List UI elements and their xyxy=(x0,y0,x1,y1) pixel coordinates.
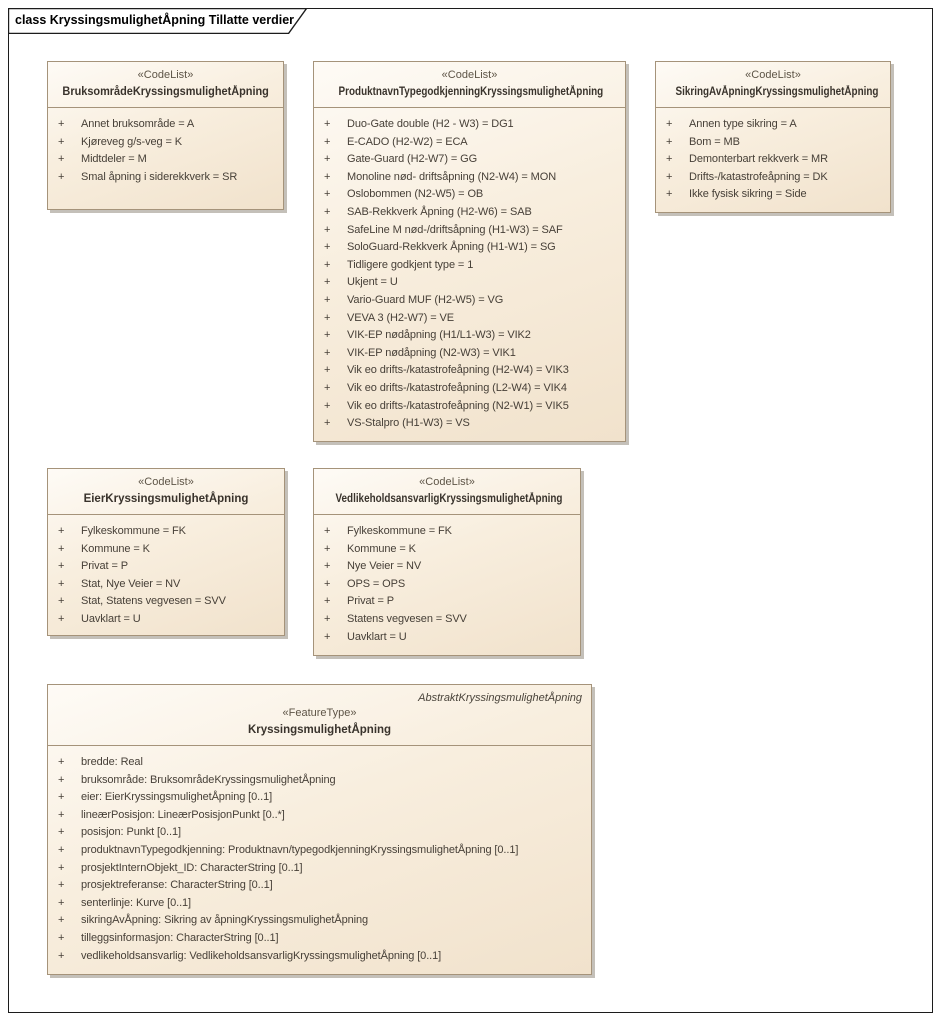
attribute-row xyxy=(58,151,280,169)
visibility-marker: + xyxy=(666,170,673,183)
attribute-list xyxy=(656,108,890,204)
codelist-box-bruksomrade[interactable] xyxy=(47,61,284,210)
attribute-row xyxy=(666,169,887,187)
attribute-row xyxy=(324,611,577,629)
attribute-row xyxy=(324,362,622,380)
visibility-marker: + xyxy=(324,223,331,236)
attribute-text: Monoline nød- driftsåpning (N2-W4) = MON xyxy=(347,170,557,183)
visibility-marker: + xyxy=(666,188,673,201)
visibility-marker: + xyxy=(324,276,331,289)
visibility-marker: + xyxy=(324,135,331,148)
attribute-text: posisjon: Punkt [0..1] xyxy=(81,826,181,839)
visibility-marker: + xyxy=(324,577,331,590)
visibility-marker: + xyxy=(58,931,65,944)
attribute-row xyxy=(58,593,281,611)
attribute-row xyxy=(324,169,622,187)
attribute-text: Midtdeler = M xyxy=(81,153,147,166)
visibility-marker: + xyxy=(324,258,331,271)
visibility-marker: + xyxy=(324,170,331,183)
attribute-row xyxy=(58,576,281,594)
stereotype-label: «CodeList» xyxy=(745,69,801,81)
visibility-marker: + xyxy=(58,808,65,821)
attribute-list xyxy=(48,746,591,965)
box-header xyxy=(314,469,580,515)
attribute-text: Oslobommen (N2-W5) = OB xyxy=(347,188,484,201)
attribute-row xyxy=(324,239,622,257)
visibility-marker: + xyxy=(324,630,331,643)
attribute-text: sikringAvÅpning: Sikring av åpningKryssingsmulighetÅpning xyxy=(81,914,368,927)
attribute-row xyxy=(666,116,887,134)
stereotype-label: «CodeList» xyxy=(441,69,498,81)
diagram-title: class KryssingsmulighetÅpning Tillatte verdier xyxy=(15,13,295,27)
box-name: BruksområdeKryssingsmulighetÅpning xyxy=(62,86,269,98)
attribute-text: Uavklart = U xyxy=(347,630,407,643)
attribute-text: Smal åpning i siderekkverk = SR xyxy=(81,170,238,183)
attribute-text: tilleggsinformasjon: CharacterString [0..1] xyxy=(81,931,279,944)
attribute-row xyxy=(58,912,588,930)
attribute-row xyxy=(58,611,281,629)
visibility-marker: + xyxy=(58,118,65,130)
attribute-row xyxy=(58,772,588,790)
attribute-text: Fylkeskommune = FK xyxy=(347,525,452,537)
stereotype-label: «CodeList» xyxy=(137,69,194,81)
codelist-box-produktnavn-typegodkjenning[interactable] xyxy=(313,61,626,442)
attribute-row xyxy=(58,541,281,559)
attribute-row xyxy=(324,523,577,541)
visibility-marker: + xyxy=(324,293,331,306)
attribute-row xyxy=(324,629,577,647)
visibility-marker: + xyxy=(58,612,65,625)
visibility-marker: + xyxy=(58,153,65,166)
attribute-row xyxy=(58,860,588,878)
attribute-text: SafeLine M nød-/driftsåpning (H1-W3) = SAF xyxy=(347,223,563,236)
attribute-text: Uavklart = U xyxy=(81,612,141,625)
visibility-marker: + xyxy=(58,826,65,839)
box-name: ProduktnavnTypegodkjenningKryssingsmulighetÅpning xyxy=(338,86,604,98)
attribute-text: Vik eo drifts-/katastrofeåpning (N2-W1) = VIK5 xyxy=(347,399,569,412)
attribute-text: Drifts-/katastrofeåpning = DK xyxy=(689,170,828,183)
attribute-text: prosjektreferanse: CharacterString [0..1] xyxy=(81,879,273,892)
attribute-row xyxy=(666,151,887,169)
visibility-marker: + xyxy=(324,153,331,166)
attribute-row xyxy=(324,151,622,169)
attribute-row xyxy=(58,754,588,772)
attribute-row xyxy=(324,186,622,204)
attribute-row xyxy=(324,576,577,594)
attribute-text: SoloGuard-Rekkverk Åpning (H1-W1) = SG xyxy=(347,241,556,254)
attribute-text: Ukjent = U xyxy=(347,276,398,289)
attribute-row xyxy=(324,541,577,559)
box-name: EierKryssingsmulighetÅpning xyxy=(83,493,249,505)
attribute-text: Gate-Guard (H2-W7) = GG xyxy=(347,153,478,166)
attribute-text: Ikke fysisk sikring = Side xyxy=(689,188,807,201)
visibility-marker: + xyxy=(666,135,673,148)
visibility-marker: + xyxy=(58,595,65,608)
attribute-text: Kjøreveg g/s-veg = K xyxy=(81,135,183,148)
attribute-row xyxy=(324,257,622,275)
box-name: VedlikeholdsansvarligKryssingsmulighetÅpning xyxy=(335,493,563,505)
visibility-marker: + xyxy=(58,896,65,909)
attribute-text: VS-Stalpro (H1-W3) = VS xyxy=(347,417,470,430)
attribute-row xyxy=(324,398,622,416)
attribute-list xyxy=(48,108,283,186)
visibility-marker: + xyxy=(324,311,331,324)
visibility-marker: + xyxy=(324,612,331,625)
visibility-marker: + xyxy=(58,843,65,856)
attribute-text: produktnavnTypegodkjenning: Produktnavn/typegodkjenningKryssingsmulighetÅpning [0..1] xyxy=(81,843,519,856)
attribute-row xyxy=(58,116,280,134)
attribute-text: vedlikeholdsansvarlig: VedlikeholdsansvarligKryssingsmulighetÅpning [0..1] xyxy=(81,949,442,962)
attribute-row xyxy=(58,789,588,807)
attribute-text: VEVA 3 (H2-W7) = VE xyxy=(347,311,455,324)
visibility-marker: + xyxy=(324,417,331,430)
attribute-text: Vario-Guard MUF (H2-W5) = VG xyxy=(347,293,504,306)
attribute-text: Stat, Statens vegvesen = SVV xyxy=(81,595,226,608)
attribute-row xyxy=(58,877,588,895)
visibility-marker: + xyxy=(58,791,65,804)
attribute-row xyxy=(324,593,577,611)
attribute-text: prosjektInternObjekt_ID: CharacterString [0..1] xyxy=(81,861,303,874)
attribute-text: Privat = P xyxy=(81,560,128,573)
attribute-row xyxy=(324,327,622,345)
attribute-row xyxy=(58,523,281,541)
visibility-marker: + xyxy=(324,118,331,130)
visibility-marker: + xyxy=(324,188,331,201)
visibility-marker: + xyxy=(58,525,65,537)
visibility-marker: + xyxy=(58,773,65,786)
visibility-marker: + xyxy=(58,577,65,590)
box-name: KryssingsmulighetÅpning xyxy=(247,724,392,736)
attribute-row xyxy=(58,948,588,966)
attribute-row xyxy=(324,292,622,310)
attribute-row xyxy=(324,204,622,222)
visibility-marker: + xyxy=(666,118,673,130)
visibility-marker: + xyxy=(324,381,331,394)
visibility-marker: + xyxy=(324,241,331,254)
attribute-row xyxy=(58,930,588,948)
attribute-list xyxy=(48,515,284,629)
visibility-marker: + xyxy=(58,542,65,555)
attribute-row xyxy=(324,345,622,363)
visibility-marker: + xyxy=(58,560,65,573)
attribute-text: Fylkeskommune = FK xyxy=(81,525,186,537)
attribute-row xyxy=(324,222,622,240)
attribute-text: Privat = P xyxy=(347,595,394,608)
attribute-row xyxy=(58,842,588,860)
visibility-marker: + xyxy=(324,560,331,573)
attribute-text: E-CADO (H2-W2) = ECA xyxy=(347,135,468,148)
attribute-text: Statens vegvesen = SVV xyxy=(347,612,467,625)
attribute-text: lineærPosisjon: LineærPosisjonPunkt [0..*] xyxy=(81,808,285,821)
stereotype-label: «CodeList» xyxy=(138,476,194,488)
attribute-row xyxy=(324,310,622,328)
attribute-text: eier: EierKryssingsmulighetÅpning [0..1] xyxy=(81,791,273,804)
visibility-marker: + xyxy=(324,399,331,412)
codelist-box-vedlikeholdsansvarlig[interactable] xyxy=(313,468,581,656)
attribute-text: SAB-Rekkverk Åpning (H2-W6) = SAB xyxy=(347,205,532,218)
attribute-text: bredde: Real xyxy=(81,756,143,768)
diagram-title-tab xyxy=(8,8,308,34)
attribute-list xyxy=(314,515,580,646)
codelist-box-eier[interactable] xyxy=(47,468,285,636)
attribute-text: VIK-EP nødåpning (H1/L1-W3) = VIK2 xyxy=(347,329,531,342)
visibility-marker: + xyxy=(58,170,65,183)
attribute-row xyxy=(666,134,887,152)
attribute-text: Tidligere godkjent type = 1 xyxy=(347,258,474,271)
attribute-row xyxy=(58,824,588,842)
visibility-marker: + xyxy=(324,205,331,218)
attribute-row xyxy=(324,116,622,134)
visibility-marker: + xyxy=(58,135,65,148)
attribute-text: Annen type sikring = A xyxy=(689,118,797,130)
box-header xyxy=(314,62,625,108)
attribute-text: OPS = OPS xyxy=(347,577,406,590)
attribute-text: VIK-EP nødåpning (N2-W3) = VIK1 xyxy=(347,346,516,359)
visibility-marker: + xyxy=(324,595,331,608)
attribute-text: Kommune = K xyxy=(81,542,150,555)
attribute-text: Annet bruksområde = A xyxy=(81,118,195,130)
abstract-parent-label: AbstraktKryssingsmulighetÅpning xyxy=(418,692,582,704)
attribute-text: Vik eo drifts-/katastrofeåpning (L2-W4) = VIK4 xyxy=(347,381,567,394)
visibility-marker: + xyxy=(324,542,331,555)
attribute-row xyxy=(666,186,887,204)
attribute-text: senterlinje: Kurve [0..1] xyxy=(81,896,192,909)
box-header xyxy=(656,62,890,108)
attribute-row xyxy=(324,558,577,576)
attribute-text: Bom = MB xyxy=(689,135,740,148)
visibility-marker: + xyxy=(58,861,65,874)
visibility-marker: + xyxy=(324,329,331,342)
featuretype-box-kryssingsmulighetapning[interactable] xyxy=(47,684,592,975)
attribute-row xyxy=(324,415,622,433)
attribute-row xyxy=(58,807,588,825)
attribute-row xyxy=(58,895,588,913)
attribute-text: Duo-Gate double (H2 - W3) = DG1 xyxy=(347,118,514,130)
attribute-row xyxy=(58,558,281,576)
attribute-row xyxy=(324,380,622,398)
box-header xyxy=(48,469,284,515)
attribute-text: Nye Veier = NV xyxy=(347,560,422,573)
visibility-marker: + xyxy=(666,153,673,166)
attribute-text: Kommune = K xyxy=(347,542,416,555)
attribute-text: Stat, Nye Veier = NV xyxy=(81,577,181,590)
attribute-text: Demonterbart rekkverk = MR xyxy=(689,153,828,166)
visibility-marker: + xyxy=(58,949,65,962)
attribute-text: Vik eo drifts-/katastrofeåpning (H2-W4) = VIK3 xyxy=(347,364,569,377)
box-name: SikringAvÅpningKryssingsmulighetÅpning xyxy=(675,86,879,98)
codelist-box-sikring-av-apning[interactable] xyxy=(655,61,891,213)
attribute-list xyxy=(314,108,625,433)
visibility-marker: + xyxy=(58,914,65,927)
visibility-marker: + xyxy=(324,364,331,377)
box-header xyxy=(48,62,283,108)
attribute-row xyxy=(58,169,280,187)
attribute-text: bruksområde: BruksområdeKryssingsmulighetÅpning xyxy=(81,773,336,786)
visibility-marker: + xyxy=(324,346,331,359)
attribute-row xyxy=(324,134,622,152)
attribute-row xyxy=(58,134,280,152)
visibility-marker: + xyxy=(58,879,65,892)
visibility-marker: + xyxy=(324,525,331,537)
visibility-marker: + xyxy=(58,756,65,768)
stereotype-label: «CodeList» xyxy=(419,476,475,488)
stereotype-label: «FeatureType» xyxy=(282,707,357,719)
attribute-row xyxy=(324,274,622,292)
box-header xyxy=(48,685,591,746)
